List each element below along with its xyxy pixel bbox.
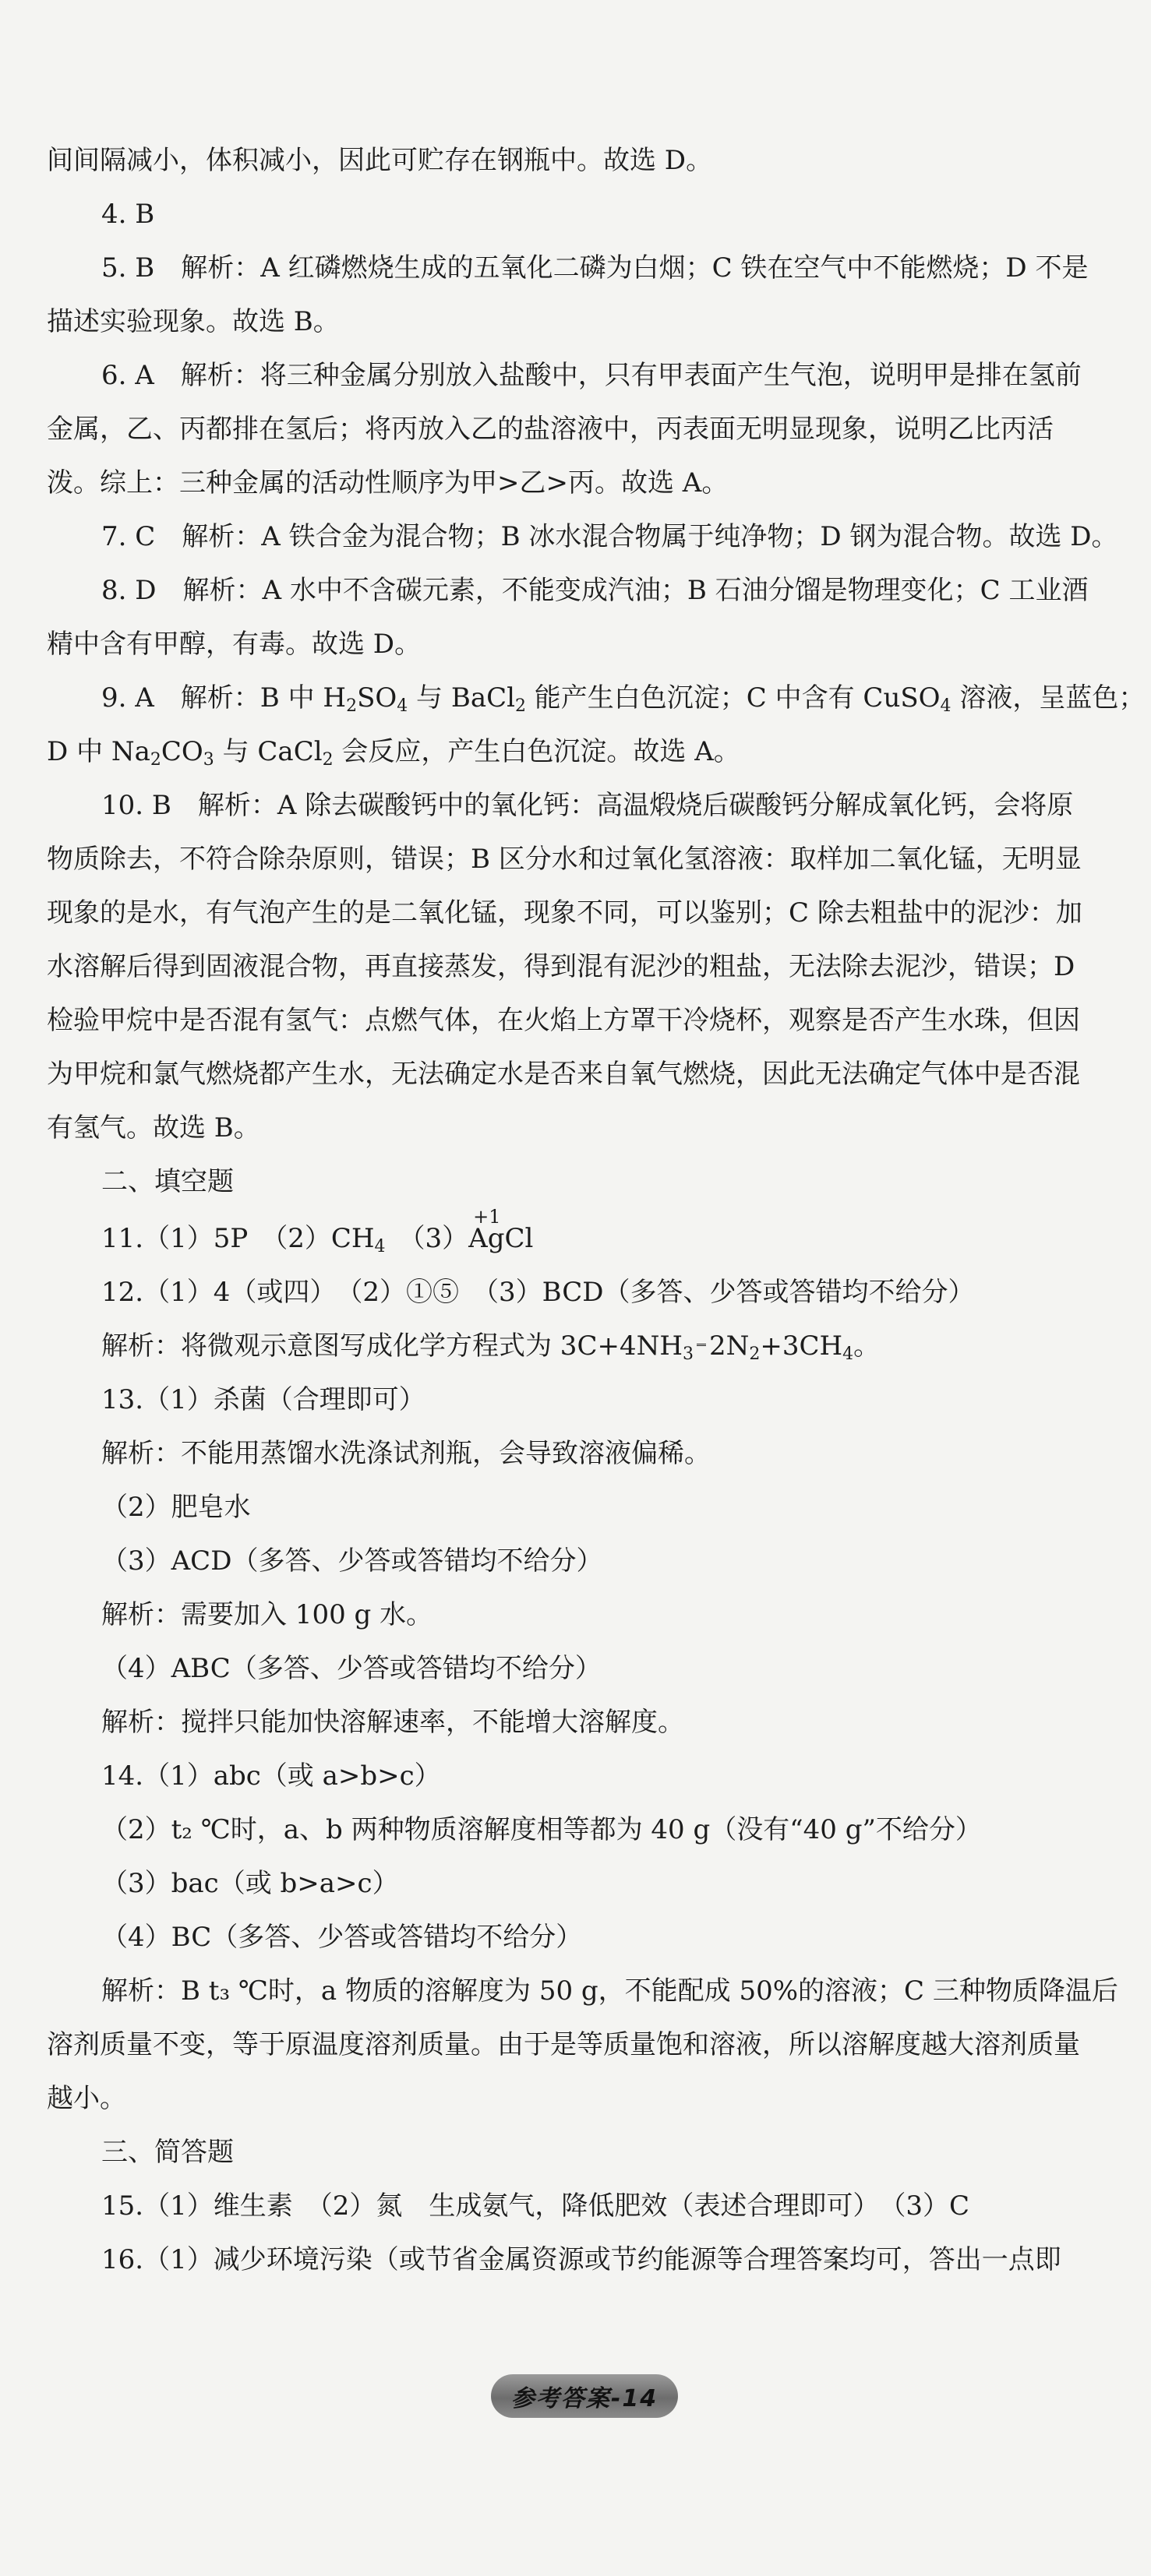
text-segment: 会反应，产生白色沉淀。故选 A。	[333, 736, 740, 767]
answer-part: （2）t₂ ℃时，a、b 两种物质溶解度相等都为 40 g（没有“40 g”不给分）	[101, 1814, 982, 1845]
answer-12: 12.（1）4（或四） （2）①⑤ （3）BCD（多答、少答或答错均不给分）	[101, 1277, 975, 1308]
answer-part: （3）ACD（多答、少答或答错均不给分）	[101, 1545, 603, 1577]
answer-4: 4. B	[101, 199, 155, 230]
subscript: 2	[749, 1344, 761, 1364]
subscript: 3	[203, 750, 214, 770]
answer-14: 14.（1）abc（或 a>b>c）	[101, 1760, 441, 1792]
text-segment: D 中 Na	[47, 736, 150, 767]
answer-9	[47, 671, 1146, 725]
answer-7: 7. C 解析：A 铁合金为混合物；B 冰水混合物属于纯净物；D 钢为混合物。故选 D。	[101, 521, 1118, 552]
answer-11	[47, 1206, 1107, 1266]
text-segment: SO	[357, 682, 397, 714]
text-segment: 能产生白色沉淀；C 中含有 CuSO	[526, 682, 941, 714]
text-segment: 2N	[708, 1330, 750, 1362]
text-line: 为甲烷和氯气燃烧都产生水，无法确定水是否来自氧气燃烧，因此无法确定气体中是否混	[47, 1059, 1080, 1090]
analysis-line: 解析：不能用蒸馏水洗涤试剂瓶，会导致溶液偏稀。	[101, 1438, 711, 1469]
analysis-line: 解析：B t₃ ℃时，a 物质的溶解度为 50 g，不能配成 50%的溶液；C 三种物质降温后	[101, 1975, 1118, 2007]
answer-part: （2）肥皂水	[101, 1492, 251, 1523]
subscript: 4	[842, 1344, 854, 1364]
valence-mark: +1	[473, 1206, 501, 1228]
text-segment: （3）	[385, 1223, 469, 1254]
reaction-condition	[697, 1342, 706, 1348]
text-line: 泼。综上：三种金属的活动性顺序为甲>乙>丙。故选 A。	[47, 467, 729, 499]
text-line: 描述实验现象。故选 B。	[47, 306, 340, 337]
answer-content	[47, 134, 1146, 2287]
answer-6: 6. A 解析：将三种金属分别放入盐酸中，只有甲表面产生气泡，说明甲是排在氢前	[101, 360, 1082, 391]
text-segment: 与 CaCl	[214, 736, 323, 767]
subscript: 3	[682, 1344, 694, 1364]
text-line: 物质除去，不符合除杂原则，错误；B 区分水和过氧化氢溶液：取样加二氧化锰，无明显	[47, 844, 1082, 875]
section-heading-short-answer: 三、简答题	[101, 2137, 234, 2168]
text-segment: +3CH	[760, 1330, 843, 1362]
condition-bottom	[697, 1346, 706, 1348]
text-segment: 11.（1）5P （2）CH	[101, 1223, 375, 1254]
answer-10: 10. B 解析：A 除去碳酸钙中的氧化钙：高温煅烧后碳酸钙分解成氧化钙，会将原	[101, 790, 1074, 821]
subscript: 4	[940, 696, 952, 716]
text-line: 水溶解后得到固液混合物，再直接蒸发，得到混有泥沙的粗盐，无法除去泥沙，错误；D	[47, 951, 1075, 982]
answer-part: （3）bac（或 b>a>c）	[101, 1868, 399, 1899]
text-segment: 9. A 解析：B 中 H	[101, 682, 347, 714]
text-segment: 。	[853, 1330, 881, 1362]
answer-5: 5. B 解析：A 红磷燃烧生成的五氧化二磷为白烟；C 铁在空气中不能燃烧；D 不是	[101, 252, 1089, 284]
answer-part: （4）ABC（多答、少答或答错均不给分）	[101, 1653, 602, 1684]
section-heading-fill-blank: 二、填空题	[101, 1166, 234, 1197]
answer-8: 8. D 解析：A 水中不含碳元素，不能变成汽油；B 石油分馏是物理变化；C 工业酒	[101, 575, 1089, 606]
text-line: 有氢气。故选 B。	[47, 1112, 260, 1144]
analysis-line: 解析：搅拌只能加快溶解速率，不能增大溶解度。	[101, 1707, 684, 1738]
text-segment: AgCl	[468, 1223, 534, 1254]
text-line: 检验甲烷中是否混有氢气：点燃气体，在火焰上方罩干冷烧杯，观察是否产生水珠，但因	[47, 1005, 1080, 1036]
subscript: 4	[397, 696, 408, 716]
text-line: 间间隔减小，体积减小，因此可贮存在钢瓶中。故选 D。	[47, 145, 713, 176]
answer-part: （4）BC（多答、少答或答错均不给分）	[101, 1922, 583, 1953]
text-line: 金属，乙、丙都排在氢后；将丙放入乙的盐溶液中，丙表面无明显现象，说明乙比丙活	[47, 414, 1054, 445]
subscript: 4	[374, 1237, 386, 1256]
answer-16: 16.（1）减少环境污染（或节省金属资源或节约能源等合理答案均可，答出一点即	[101, 2244, 1061, 2275]
subscript: 2	[346, 696, 358, 716]
text-line: 现象的是水，有气泡产生的是二氧化锰，现象不同，可以鉴别；C 除去粗盐中的泥沙：加	[47, 897, 1082, 929]
analysis-line: 解析：需要加入 100 g 水。	[101, 1599, 433, 1630]
answer-13: 13.（1）杀菌（合理即可）	[101, 1384, 425, 1415]
subscript: 2	[515, 696, 526, 716]
answer-15: 15.（1）维生素 （2）氮 生成氨气，降低肥效（表述合理即可） （3）C	[101, 2190, 969, 2222]
text-segment: 与 BaCl	[408, 682, 515, 714]
analysis-12	[47, 1320, 1107, 1373]
valence-formula	[468, 1206, 534, 1266]
text-segment: CO	[161, 736, 203, 767]
text-line: 溶剂质量不变，等于原温度溶剂质量。由于是等质量饱和溶液，所以溶解度越大溶剂质量	[47, 2029, 1080, 2060]
page-number-badge: 参考答案-14	[491, 2374, 678, 2418]
subscript: 2	[150, 750, 161, 770]
subscript: 2	[322, 750, 334, 770]
text-line	[47, 725, 1107, 779]
text-line: 越小。	[47, 2083, 126, 2114]
text-segment: 解析：将微观示意图写成化学方程式为 3C+4NH	[101, 1330, 683, 1362]
text-segment: 溶液，呈蓝色；	[951, 682, 1146, 714]
text-line: 精中含有甲醇，有毒。故选 D。	[47, 629, 422, 660]
